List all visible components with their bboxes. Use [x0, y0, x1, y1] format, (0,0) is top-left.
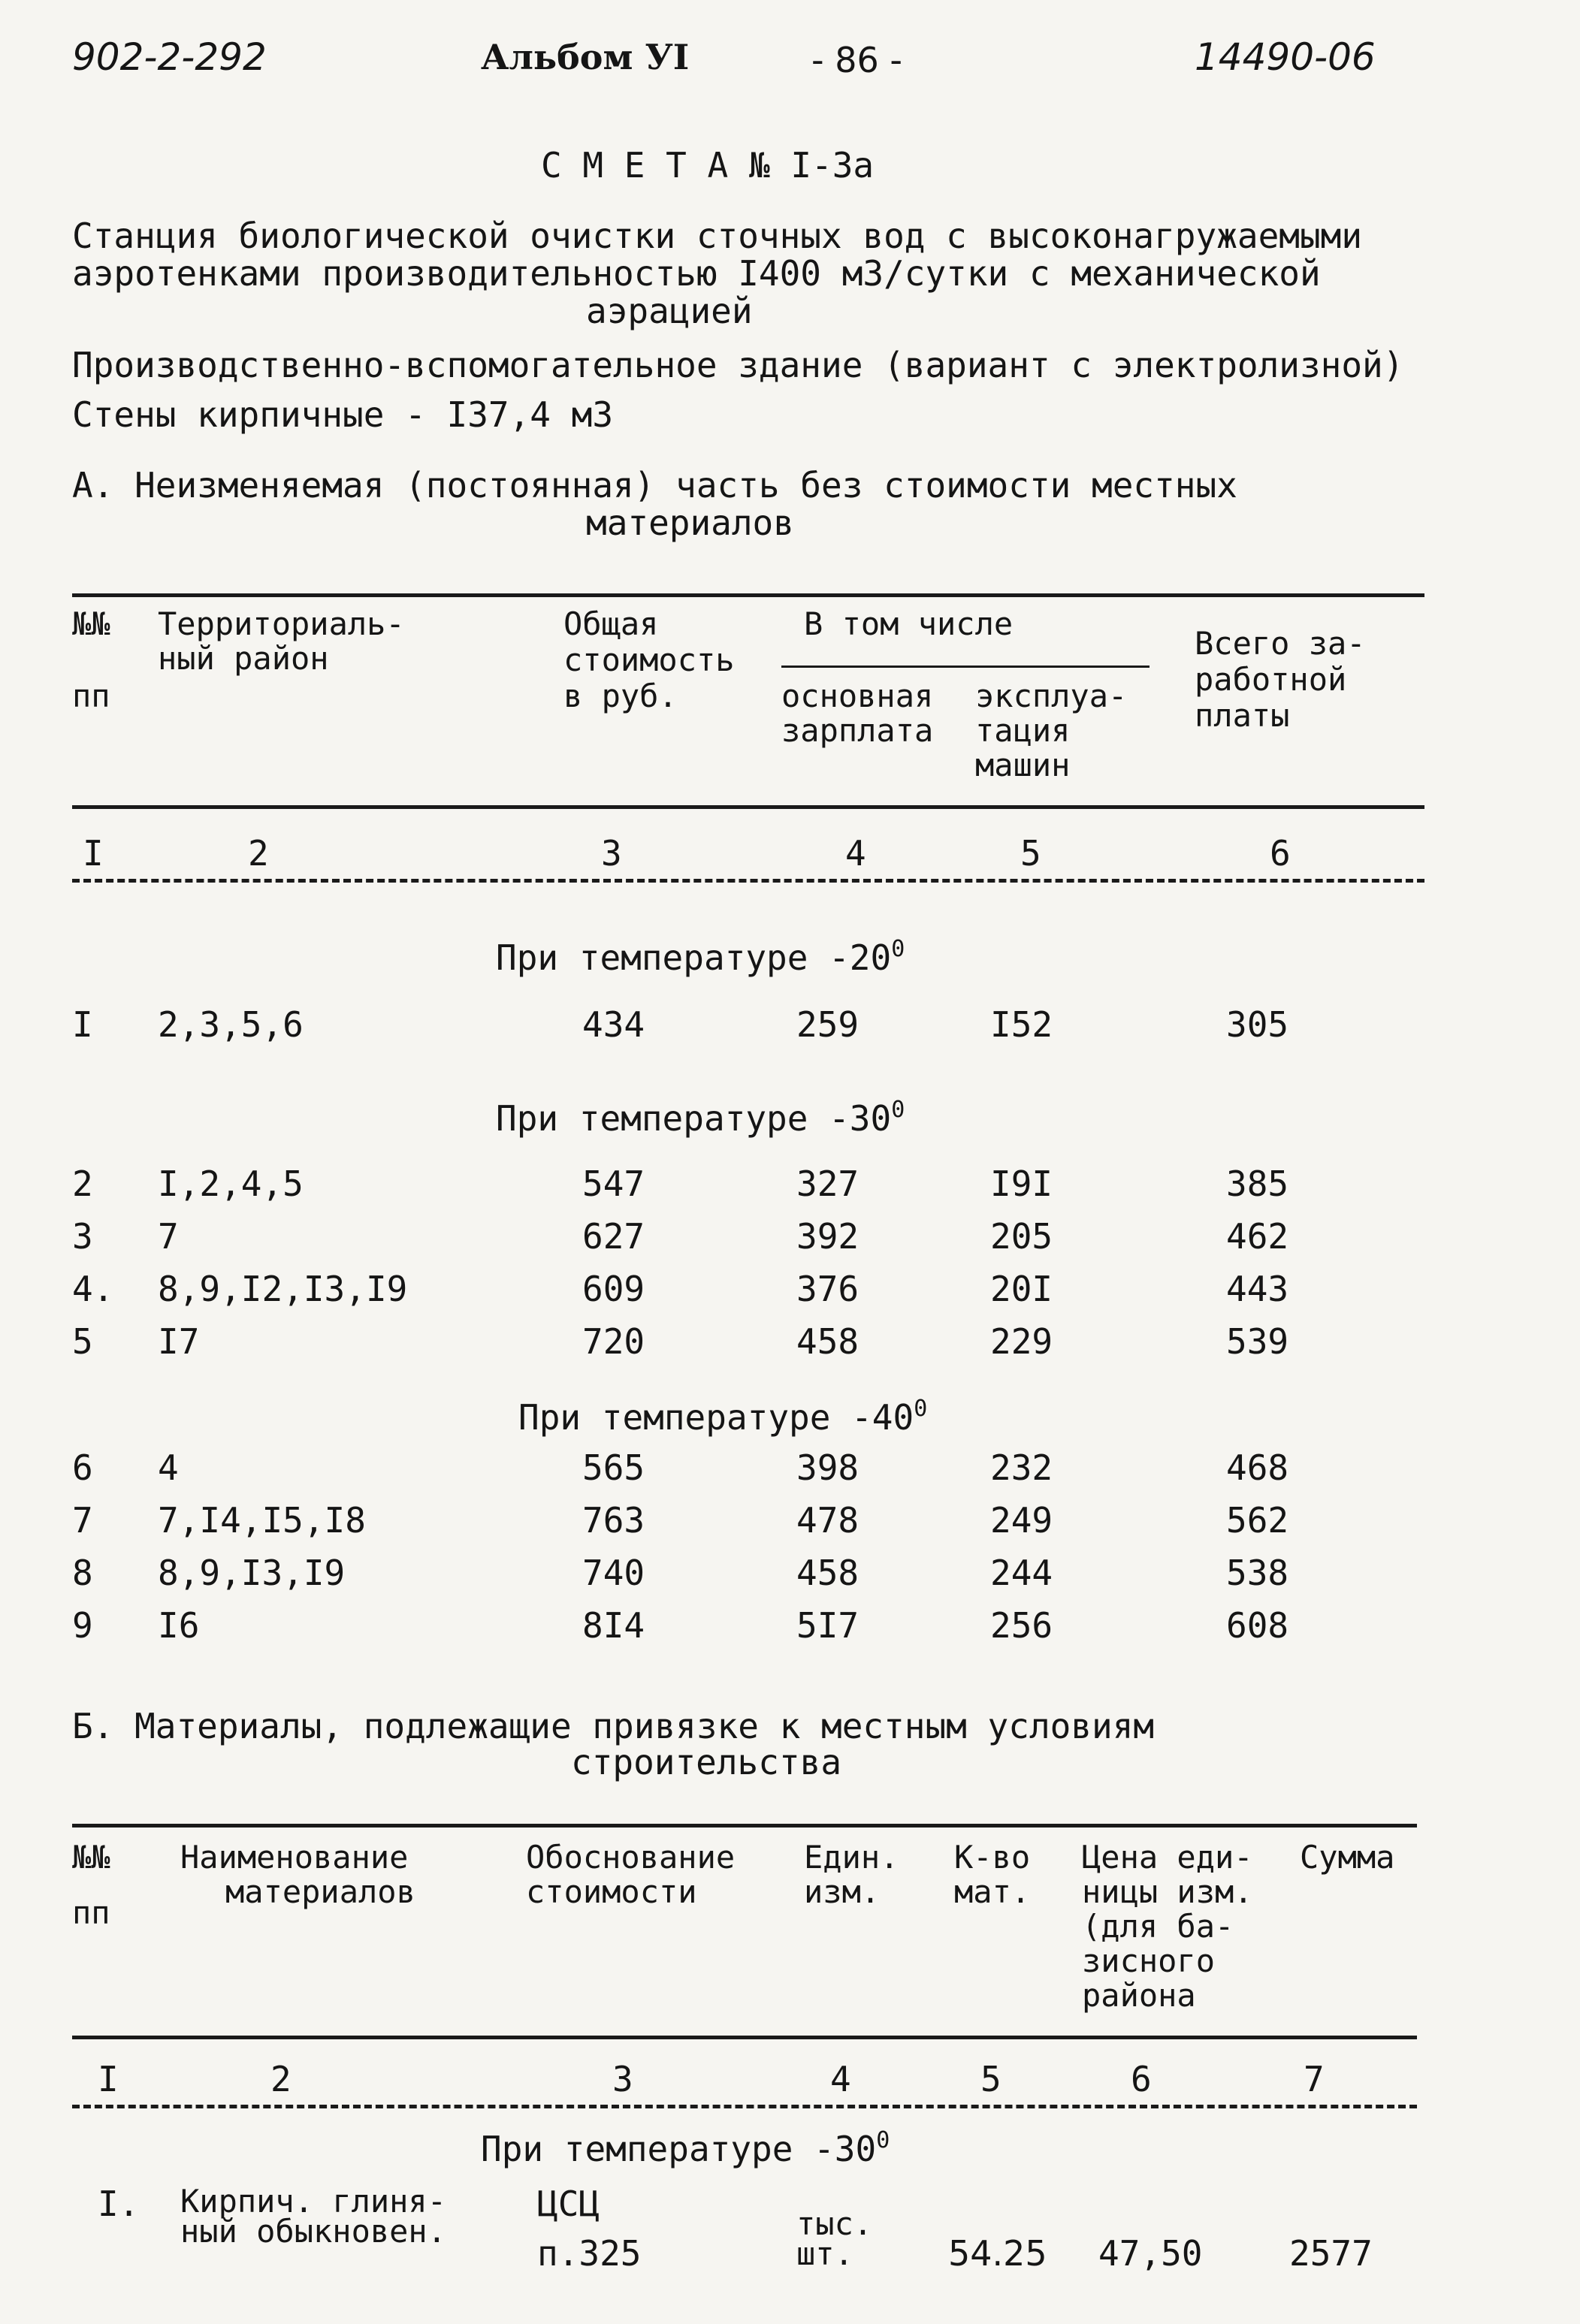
table-row [0, 1323, 1580, 1369]
a-temp-group-1: При температуре $-20^0$ [496, 936, 905, 978]
b-row-basis-2: п.325 [537, 2233, 642, 2274]
row-region: 8,9,I3,I9 [158, 1553, 346, 1593]
a-header-incl: В том числе [804, 605, 1014, 642]
table-row [0, 1271, 1580, 1316]
section-b-title-1: Б. Материалы, подлежащие привязке к местным условиям [72, 1706, 1155, 1746]
row-salary: 458 [796, 1321, 859, 1362]
a-header-wages-2: работной [1195, 661, 1347, 698]
row-total: 609 [582, 1269, 645, 1309]
row-wages: 538 [1226, 1553, 1289, 1593]
row-num: 5 [72, 1321, 93, 1362]
b-row-basis-1: ЦСЦ [537, 2184, 600, 2224]
b-header-name-1: Наименование [180, 1839, 409, 1876]
row-num: 8 [72, 1553, 93, 1593]
row-total: 565 [582, 1447, 645, 1488]
a-temp-group-3: При температуре $-40^0$ [518, 1396, 928, 1438]
b-header-unit-1: Един. [804, 1839, 899, 1876]
b-row-sum: 2577 [1289, 2233, 1373, 2274]
b-row-name-2: ный обыкновен. [180, 2213, 447, 2250]
table-a-header-bottom-rule [72, 805, 1424, 809]
a-col-number-1: I [83, 833, 104, 874]
row-salary: 392 [796, 1216, 859, 1257]
section-b-title-2: строительства [571, 1742, 842, 1782]
a-header-machines-3: машин [975, 747, 1071, 783]
row-machines: 232 [990, 1447, 1053, 1488]
a-header-incl-rule [781, 666, 1150, 668]
b-header-price-4: зисного [1082, 1942, 1216, 1979]
table-row [0, 1218, 1580, 1263]
sheet-code: 14490-06 [1195, 35, 1376, 79]
a-header-wages-1: Всего за- [1195, 625, 1366, 662]
a-header-region-2: ный район [158, 640, 329, 677]
row-machines: 256 [990, 1605, 1053, 1646]
b-row-name-1: Кирпич. глиня- [180, 2183, 447, 2220]
row-wages: 385 [1226, 1164, 1289, 1204]
row-machines: 229 [990, 1321, 1053, 1362]
table-row [0, 1555, 1580, 1600]
b-row-num: I. [98, 2184, 140, 2224]
table-row [0, 1607, 1580, 1652]
row-salary: 398 [796, 1447, 859, 1488]
building-name: Производственно-вспомогательное здание (вариант с электролизной) [72, 345, 1404, 385]
subtitle-line-2: аэротенками производительностью I400 м3/сутки с механической [72, 253, 1321, 294]
row-salary: 478 [796, 1500, 859, 1541]
b-header-name-2: материалов [225, 1873, 415, 1910]
a-col-number-6: 6 [1270, 833, 1291, 874]
b-header-num-2: пп [72, 1894, 110, 1931]
a-temp-group-2: При температуре $-30^0$ [496, 1097, 905, 1139]
b-header-price-3: (для ба- [1082, 1908, 1234, 1945]
b-col-number-2: 2 [270, 2059, 292, 2099]
b-header-unit-2: изм. [804, 1873, 881, 1910]
row-region: I7 [158, 1321, 200, 1362]
page-number: - 86 - [811, 40, 902, 80]
a-header-total-2: стоимость [563, 641, 735, 678]
a-header-total-1: Общая [563, 605, 659, 642]
row-wages: 462 [1226, 1216, 1289, 1257]
row-wages: 468 [1226, 1447, 1289, 1488]
b-col-number-4: 4 [830, 2059, 851, 2099]
row-num: 7 [72, 1500, 93, 1541]
row-wages: 608 [1226, 1605, 1289, 1646]
section-a-title-2: материалов [586, 503, 794, 543]
row-salary: 458 [796, 1553, 859, 1593]
a-col-number-3: 3 [601, 833, 622, 874]
b-row-unit-1: тыс. [796, 2205, 873, 2242]
subtitle-line-3: аэрацией [586, 291, 753, 331]
b-col-number-3: 3 [612, 2059, 633, 2099]
table-row [0, 1004, 1580, 1052]
row-total: 740 [582, 1553, 645, 1593]
b-col-number-dashes [72, 2105, 1417, 2108]
a-col-number-5: 5 [1020, 833, 1041, 874]
row-wages: 305 [1226, 1004, 1289, 1045]
row-salary: 259 [796, 1004, 859, 1045]
a-header-total-3: в руб. [563, 678, 678, 714]
row-salary: 376 [796, 1269, 859, 1309]
b-header-num-1: №№ [72, 1839, 110, 1876]
b-header-price-2: ницы изм. [1082, 1873, 1253, 1910]
section-a-title-1: А. Неизменяемая (постоянная) часть без стоимости местных [72, 465, 1237, 506]
row-region: 8,9,I2,I3,I9 [158, 1269, 408, 1309]
a-header-num-2: пп [72, 678, 110, 714]
a-header-salary-2: зарплата [781, 712, 934, 749]
row-num: 4. [72, 1269, 114, 1309]
row-region: 7,I4,I5,I8 [158, 1500, 366, 1541]
row-total: 547 [582, 1164, 645, 1204]
b-row-price: 47,50 [1098, 2233, 1203, 2274]
row-total: 763 [582, 1500, 645, 1541]
table-row [0, 1166, 1580, 1211]
table-row [0, 1447, 1580, 1495]
b-temp-group: При температуре $-30^0$ [481, 2127, 890, 2169]
row-num: I [72, 1004, 93, 1045]
row-num: 9 [72, 1605, 93, 1646]
b-header-basis-2: стоимости [526, 1873, 697, 1910]
a-header-num-1: №№ [72, 605, 110, 642]
a-header-machines-1: эксплуа- [975, 678, 1128, 714]
row-total: 627 [582, 1216, 645, 1257]
b-col-number-7: 7 [1304, 2059, 1325, 2099]
row-machines: I52 [990, 1004, 1053, 1045]
row-total: 8I4 [582, 1605, 645, 1646]
a-header-salary-1: основная [781, 678, 934, 714]
table-b-top-rule [72, 1824, 1417, 1828]
b-col-number-1: I [98, 2059, 119, 2099]
row-salary: 5I7 [796, 1605, 859, 1646]
walls-volume: Стены кирпичные - I37,4 м3 [72, 394, 614, 435]
row-region: 2,3,5,6 [158, 1004, 304, 1045]
row-machines: I9I [990, 1164, 1053, 1204]
b-header-qty-1: К-во [954, 1839, 1031, 1876]
row-region: I6 [158, 1605, 200, 1646]
row-num: 2 [72, 1164, 93, 1204]
row-num: 3 [72, 1216, 93, 1257]
subtitle-line-1: Станция биологической очистки сточных вод с высоконагружаемыми [72, 216, 1363, 256]
row-machines: 249 [990, 1500, 1053, 1541]
row-region: 7 [158, 1216, 179, 1257]
row-wages: 443 [1226, 1269, 1289, 1309]
document-title: С М Е Т А № I-3а [541, 145, 875, 186]
album-label: Альбом УI [481, 37, 690, 77]
row-region: I,2,4,5 [158, 1164, 304, 1204]
a-header-machines-2: тация [975, 712, 1071, 749]
row-total: 434 [582, 1004, 645, 1045]
row-machines: 20I [990, 1269, 1053, 1309]
b-row-qty: 54.25 [948, 2233, 1047, 2274]
b-header-price-5: района [1082, 1977, 1196, 2014]
row-wages: 562 [1226, 1500, 1289, 1541]
row-salary: 327 [796, 1164, 859, 1204]
b-col-number-5: 5 [980, 2059, 1001, 2099]
b-row-unit-2: шт. [796, 2235, 853, 2272]
table-a-top-rule [72, 593, 1424, 597]
b-header-basis-1: Обоснование [526, 1839, 736, 1876]
a-col-number-dashes [72, 879, 1424, 883]
a-col-number-2: 2 [248, 833, 269, 874]
row-num: 6 [72, 1447, 93, 1488]
row-region: 4 [158, 1447, 179, 1488]
row-total: 720 [582, 1321, 645, 1362]
b-col-number-6: 6 [1131, 2059, 1152, 2099]
b-header-qty-2: мат. [954, 1873, 1031, 1910]
row-machines: 244 [990, 1553, 1053, 1593]
a-col-number-4: 4 [845, 833, 866, 874]
b-header-sum: Сумма [1300, 1839, 1395, 1876]
table-row [0, 1502, 1580, 1547]
a-header-region-1: Территориаль- [158, 605, 405, 642]
row-wages: 539 [1226, 1321, 1289, 1362]
b-header-price-1: Цена еди- [1082, 1839, 1253, 1876]
a-header-wages-3: платы [1195, 697, 1290, 734]
table-b-header-bottom-rule [72, 2036, 1417, 2039]
doc-code: 902-2-292 [72, 35, 267, 79]
row-machines: 205 [990, 1216, 1053, 1257]
